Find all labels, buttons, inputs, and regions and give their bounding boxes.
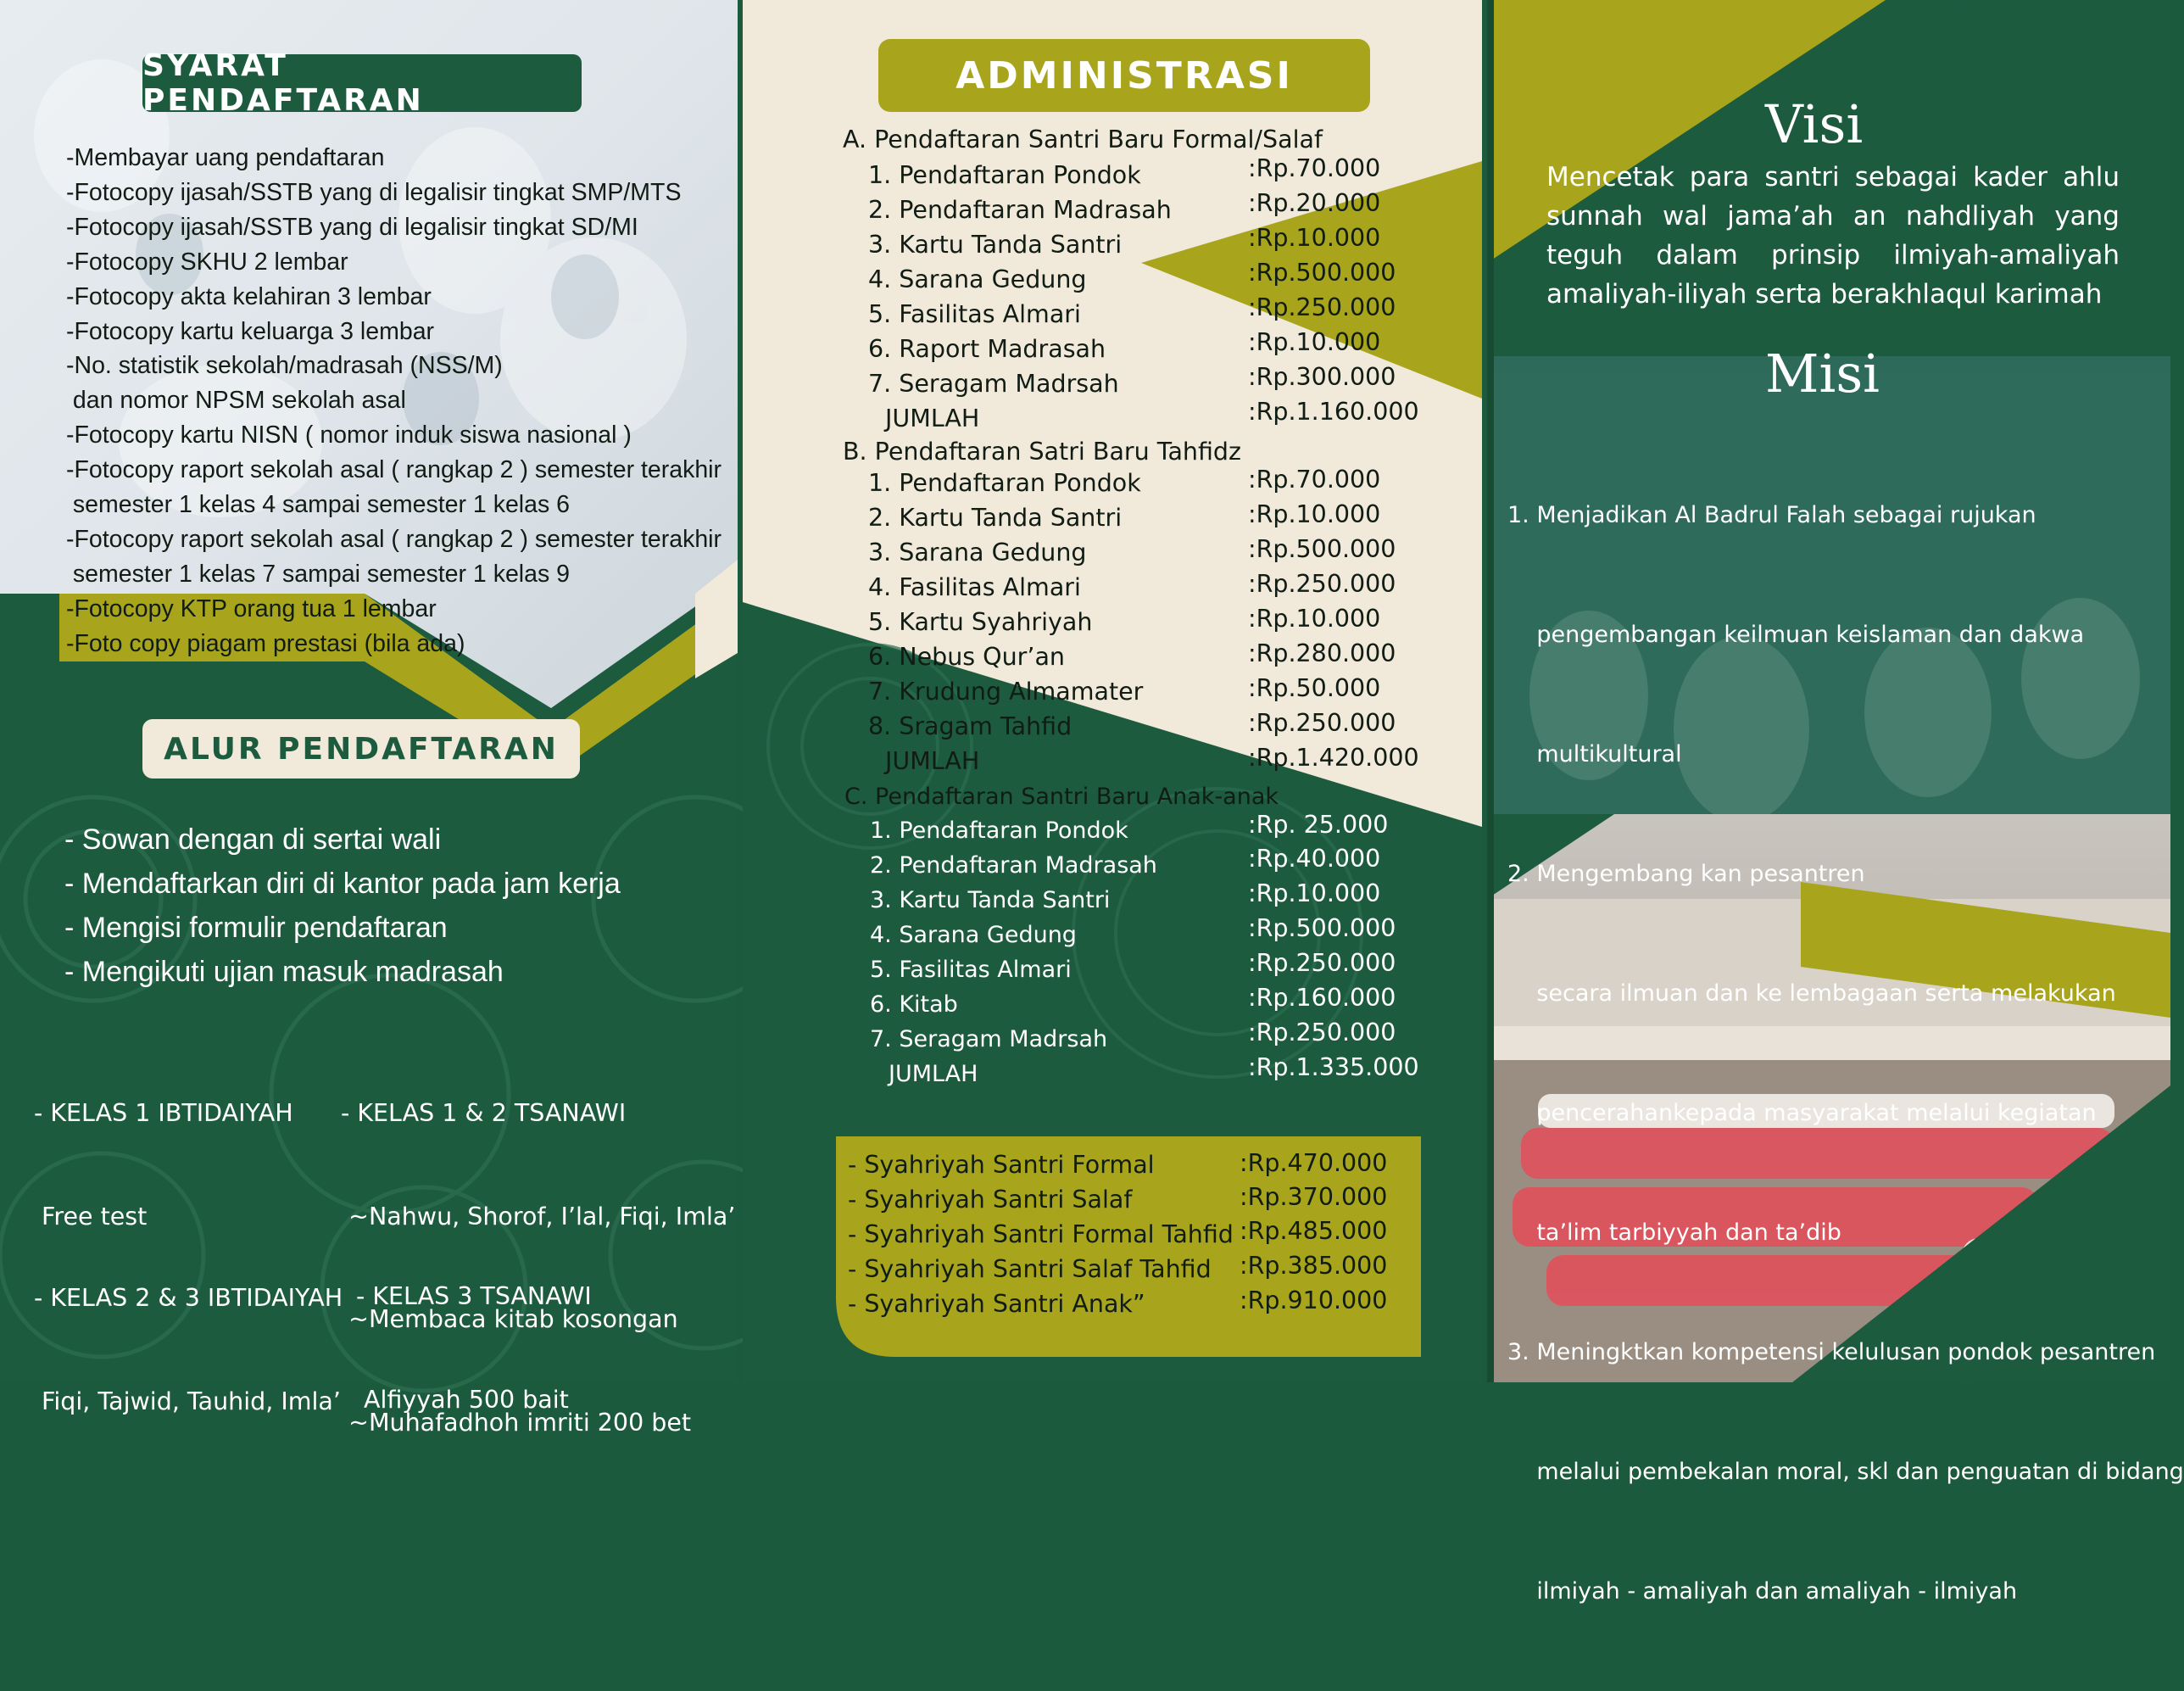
list-item: - Mengikuti ujian masuk madrasah (64, 956, 504, 988)
test-line: Alfiyyah 500 bait (356, 1385, 569, 1414)
list-item: -Foto copy piagam prestasi (bila ada) (66, 629, 465, 657)
vision-line: amaliyah-iliyah serta berakhlaqul karimah (1546, 279, 2103, 310)
list-item: -Fotocopy raport sekolah asal ( rangkap 2 ) semester terakhir (66, 456, 722, 484)
admin-row-label: 1. Pendaftaran Pondok (868, 469, 1141, 497)
section-heading-b: B. Pendaftaran Satri Baru Tahfidz (843, 438, 1241, 466)
administration-panel (743, 0, 1482, 1382)
mission-line: 2. Mengembang kan pesantren (1507, 861, 1865, 887)
admin-row-price: :Rp.10.000 (1248, 224, 1381, 252)
admin-row-label: 4. Sarana Gedung (870, 922, 1077, 948)
admin-total-label: JUMLAH (885, 405, 980, 433)
monthly-price: :Rp.370.000 (1240, 1183, 1388, 1211)
requirements-title-badge (142, 48, 582, 118)
vision-text (1546, 158, 2120, 314)
monthly-price: :Rp.910.000 (1240, 1286, 1388, 1314)
admin-row-label: 3. Kartu Tanda Santri (870, 887, 1111, 913)
admin-row-label: 3. Sarana Gedung (868, 539, 1087, 566)
list-item: -Fotocopy ijasah/SSTB yang di legalisir tingkat SD/MI (66, 213, 638, 241)
mission-line: 3. Meningktkan kompetensi kelulusan pondok pesantren (1507, 1339, 2156, 1365)
admin-row-label: 2. Kartu Tanda Santri (868, 504, 1123, 532)
admin-row-label: 4. Fasilitas Almari (868, 573, 1081, 601)
admin-row-label: 2. Pendaftaran Madrasah (870, 852, 1157, 879)
monthly-label: - Syahriyah Santri Anak” (848, 1290, 1145, 1318)
admin-row-label: 6. Nebus Qur’an (868, 643, 1065, 671)
list-item: semester 1 kelas 4 sampai semester 1 kelas 6 (66, 491, 571, 519)
list-item: semester 1 kelas 7 sampai semester 1 kelas 9 (66, 560, 571, 588)
admin-title: ADMINISTRASI (956, 53, 1293, 98)
admin-row-price: :Rp.250.000 (1248, 1019, 1396, 1046)
list-item: dan nomor NPSM sekolah asal (66, 387, 406, 415)
mission-line: melalui pembekalan moral, skl dan penguatan di bidang (1507, 1459, 2184, 1485)
admin-row-label: 7. Krudung Almamater (868, 678, 1144, 706)
list-item: -No. statistik sekolah/madrasah (NSS/M) (66, 352, 503, 380)
admin-row-price: :Rp.250.000 (1248, 709, 1396, 737)
admin-row-price: :Rp.250.000 (1248, 570, 1396, 598)
vision-line: sunnah wal jama’ah an nahdliyah yang (1546, 201, 2120, 232)
admin-row-label: 5. Kartu Syahriyah (868, 608, 1093, 636)
section-heading-a: A. Pendaftaran Santri Baru Formal/Salaf (843, 126, 1323, 153)
admin-total-price: :Rp.1.160.000 (1248, 398, 1419, 426)
list-item: -Fotocopy ijasah/SSTB yang di legalisir tingkat SMP/MTS (66, 178, 682, 206)
list-item: -Fotocopy KTP orang tua 1 lembar (66, 594, 437, 622)
admin-row-label: 4. Sarana Gedung (868, 265, 1087, 293)
admin-row-label: 7. Seragam Madrsah (868, 370, 1119, 398)
admin-total-label: JUMLAH (885, 747, 980, 775)
admin-row-price: :Rp.160.000 (1248, 984, 1396, 1012)
test-ibtidaiyah-2-3 (34, 1213, 343, 1487)
admin-row-price: :Rp.10.000 (1248, 328, 1381, 356)
admin-row-price: :Rp.40.000 (1248, 845, 1381, 873)
test-line: Free test (34, 1202, 148, 1231)
list-item: - Mengisi formulir pendaftaran (64, 912, 448, 944)
admin-row-label: 1. Pendaftaran Pondok (868, 161, 1141, 189)
admin-row-price: :Rp.10.000 (1248, 605, 1381, 633)
list-item: -Membayar uang pendaftaran (66, 144, 385, 171)
test-line: Fiqi, Tajwid, Tauhid, Imla’ (34, 1387, 341, 1415)
admin-total-label: JUMLAH (889, 1061, 978, 1087)
mission-line: 1. Menjadikan Al Badrul Falah sebagai rujukan (1507, 502, 2036, 528)
mission-title: Misi (1765, 343, 1880, 405)
admin-row-price: :Rp.50.000 (1248, 674, 1381, 702)
flow-list (64, 818, 621, 994)
admin-row-price: :Rp.10.000 (1248, 879, 1381, 907)
admin-total-price: :Rp.1.335.000 (1248, 1053, 1419, 1081)
vision-mission-panel (1487, 0, 2184, 1604)
monthly-label: - Syahriyah Santri Salaf Tahfid (848, 1255, 1212, 1283)
list-item: -Fotocopy kartu keluarga 3 lembar (66, 317, 435, 345)
test-title: - KELAS 2 & 3 IBTIDAIYAH (34, 1284, 343, 1312)
monthly-label: - Syahriyah Santri Formal (848, 1151, 1155, 1179)
test-title: - KELAS 1 & 2 TSANAWI (341, 1099, 627, 1127)
admin-row-label: 7. Seragam Madrsah (870, 1026, 1108, 1052)
admin-row-price: :Rp.20.000 (1248, 189, 1381, 217)
admin-row-label: 8. Sragam Tahfid (868, 712, 1072, 740)
admin-row-price: :Rp.250.000 (1248, 293, 1396, 321)
admin-row-price: :Rp.500.000 (1248, 259, 1396, 287)
monthly-label: - Syahriyah Santri Formal Tahfid (848, 1220, 1234, 1248)
admin-row-price: :Rp.500.000 (1248, 535, 1396, 563)
list-item: -Fotocopy akta kelahiran 3 lembar (66, 282, 432, 310)
test-line: ~Membaca kitab kosongan (341, 1305, 678, 1333)
admin-row-label: 1. Pendaftaran Pondok (870, 818, 1128, 844)
admin-row-label: 2. Pendaftaran Madrasah (868, 196, 1172, 224)
mission-line: ilmiyah - amaliyah dan amaliyah - ilmiyah (1507, 1578, 2018, 1604)
requirements-title: SYARAT PENDAFTARAN (142, 48, 424, 118)
admin-title-badge (878, 39, 1370, 112)
test-line: ~Nahwu, Shorof, I’lal, Fiqi, Imla’ (341, 1202, 736, 1231)
admin-row-price: :Rp.70.000 (1248, 154, 1381, 182)
mission-line: multikultural (1507, 741, 1682, 767)
mission-text (1507, 416, 2184, 1691)
list-item: - Mendaftarkan diri di kantor pada jam kerja (64, 868, 621, 900)
test-title: - KELAS 1 IBTIDAIYAH (34, 1099, 293, 1127)
mission-line: pengembangan keilmuan keislaman dan dakwa (1507, 622, 2085, 648)
monthly-price: :Rp.485.000 (1240, 1217, 1388, 1245)
flow-title-badge (142, 719, 580, 779)
admin-row-price: :Rp.250.000 (1248, 949, 1396, 977)
admin-row-price: :Rp.300.000 (1248, 363, 1396, 391)
admin-row-price: :Rp.500.000 (1248, 914, 1396, 942)
monthly-price: :Rp.385.000 (1240, 1252, 1388, 1280)
admin-row-label: 6. Kitab (870, 991, 958, 1018)
vision-title: Visi (1765, 93, 1864, 155)
admin-row-label: 6. Raport Madrasah (868, 335, 1106, 363)
admin-row-price: :Rp.70.000 (1248, 466, 1381, 494)
test-line: ~Muhafadhoh imriti 200 bet (341, 1408, 692, 1437)
mission-line: secara ilmuan dan ke lembagaan serta melakukan (1507, 980, 2116, 1007)
section-heading-c: C. Pendaftaran Santri Baru Anak-anak (844, 784, 1279, 810)
admin-row-label: 3. Kartu Tanda Santri (868, 231, 1123, 259)
test-tsanawi-3 (356, 1211, 592, 1486)
requirements-panel (0, 0, 738, 1437)
monthly-price: :Rp.470.000 (1240, 1149, 1388, 1177)
test-title: - KELAS 3 TSANAWI (356, 1282, 592, 1310)
list-item: - Sowan dengan di sertai wali (64, 823, 442, 856)
mission-line: pencerahankepada masyarakat melalui kegiatan (1507, 1100, 2097, 1126)
list-item: -Fotocopy kartu NISN ( nomor induk siswa nasional ) (66, 421, 632, 449)
admin-row-price: :Rp.280.000 (1248, 639, 1396, 667)
list-item: -Fotocopy raport sekolah asal ( rangkap 2 ) semester terakhir (66, 525, 722, 553)
admin-row-label: 5. Fasilitas Almari (870, 957, 1072, 983)
list-item: -Fotocopy SKHU 2 lembar (66, 248, 348, 276)
monthly-label: - Syahriyah Santri Salaf (848, 1186, 1133, 1214)
admin-row-label: 5. Fasilitas Almari (868, 300, 1081, 328)
admin-total-price: :Rp.1.420.000 (1248, 744, 1419, 772)
vision-line: teguh dalam prinsip ilmiyah-amaliyah (1546, 240, 2120, 271)
requirements-list (66, 141, 736, 661)
admin-row-price: :Rp.10.000 (1248, 500, 1381, 528)
admin-row-price: :Rp. 25.000 (1248, 811, 1389, 839)
vision-line: Mencetak para santri sebagai kader ahlu (1546, 162, 2120, 193)
mission-line: ta’lim tarbiyyah dan ta’dib (1507, 1219, 1841, 1246)
flow-title: ALUR PENDAFTARAN (164, 731, 559, 767)
